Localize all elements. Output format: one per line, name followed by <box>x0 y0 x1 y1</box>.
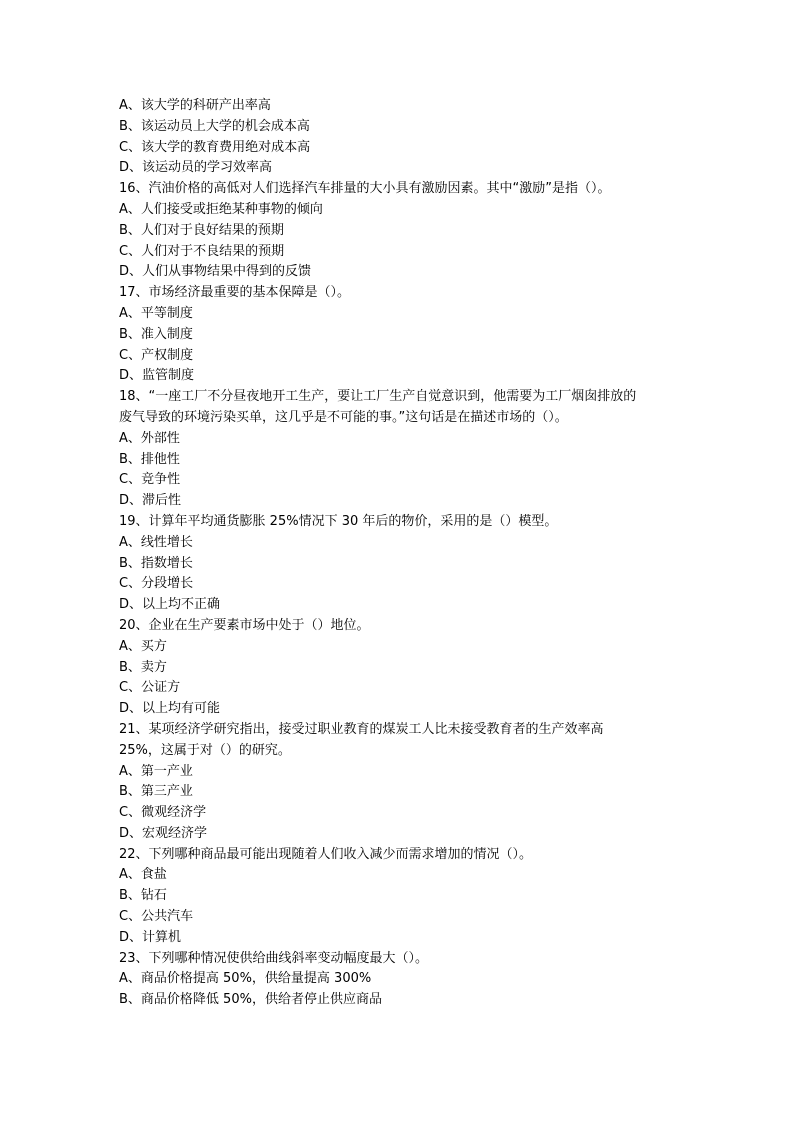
option-line: B、钻石 <box>119 888 167 904</box>
option-line: D、滞后性 <box>119 493 182 509</box>
option-line: B、第三产业 <box>119 784 193 800</box>
option-line: D、计算机 <box>119 929 182 945</box>
option-line: D、宏观经济学 <box>119 825 208 841</box>
option-line: B、指数增长 <box>119 555 193 571</box>
question-23: 23、下列哪种情况使供给曲线斜率变动幅度最大（）。 <box>119 950 429 966</box>
question-17: 17、市场经济最重要的基本保障是（）。 <box>119 285 351 301</box>
option-line: C、人们对于不良结果的预期 <box>119 243 285 259</box>
option-line: A、外部性 <box>119 430 180 446</box>
option-line: D、该运动员的学习效率高 <box>119 160 273 176</box>
question-21-line-1: 21、某项经济学研究指出，接受过职业教育的煤炭工人比未接受教育者的生产效率高 <box>119 721 604 737</box>
option-line: B、卖方 <box>119 659 167 675</box>
option-line: A、买方 <box>119 638 167 654</box>
option-line: C、微观经济学 <box>119 805 207 821</box>
question-22: 22、下列哪种商品最可能出现随着人们收入减少而需求增加的情况（）。 <box>119 846 533 862</box>
option-line: C、分段增长 <box>119 576 194 592</box>
option-line: B、商品价格降低 50%，供给者停止供应商品 <box>119 992 382 1008</box>
option-line: A、线性增长 <box>119 534 193 550</box>
option-line: B、该运动员上大学的机会成本高 <box>119 118 310 134</box>
option-line: B、人们对于良好结果的预期 <box>119 222 284 238</box>
option-line: A、第一产业 <box>119 763 193 779</box>
option-line: A、商品价格提高 50%，供给量提高 300% <box>119 971 372 987</box>
document-page <box>119 96 679 1011</box>
option-line: A、食盐 <box>119 867 167 883</box>
question-16: 16、汽油价格的高低对人们选择汽车排量的大小具有激励因素。其中“激励”是指（）。 <box>119 181 611 197</box>
option-line: D、监管制度 <box>119 368 195 384</box>
option-line: C、公证方 <box>119 680 181 696</box>
question-20: 20、企业在生产要素市场中处于（）地位。 <box>119 617 370 633</box>
option-line: C、产权制度 <box>119 347 194 363</box>
option-line: D、以上均不正确 <box>119 597 221 613</box>
option-line: C、竞争性 <box>119 472 181 488</box>
option-line: D、人们从事物结果中得到的反馈 <box>119 264 312 280</box>
option-line: C、该大学的教育费用绝对成本高 <box>119 139 311 155</box>
option-line: B、准入制度 <box>119 326 193 342</box>
question-18-line-2: 废气导致的环境污染买单，这几乎是不可能的事。”这句话是在描述市场的（）。 <box>119 409 568 425</box>
option-line: C、公共汽车 <box>119 909 194 925</box>
question-19: 19、计算年平均通货膨胀 25%情况下 30 年后的物价，采用的是（）模型。 <box>119 513 558 529</box>
option-line: D、以上均有可能 <box>119 701 221 717</box>
option-line: A、该大学的科研产出率高 <box>119 98 271 113</box>
option-line: B、排他性 <box>119 451 180 467</box>
question-18-line-1: 18、“一座工厂不分昼夜地开工生产，要让工厂生产自觉意识到，他需要为工厂烟囱排放的 <box>119 389 637 405</box>
question-21-line-2: 25%，这属于对（）的研究。 <box>119 742 291 758</box>
option-line: A、平等制度 <box>119 305 193 321</box>
option-line: A、人们接受或拒绝某种事物的倾向 <box>119 201 323 217</box>
